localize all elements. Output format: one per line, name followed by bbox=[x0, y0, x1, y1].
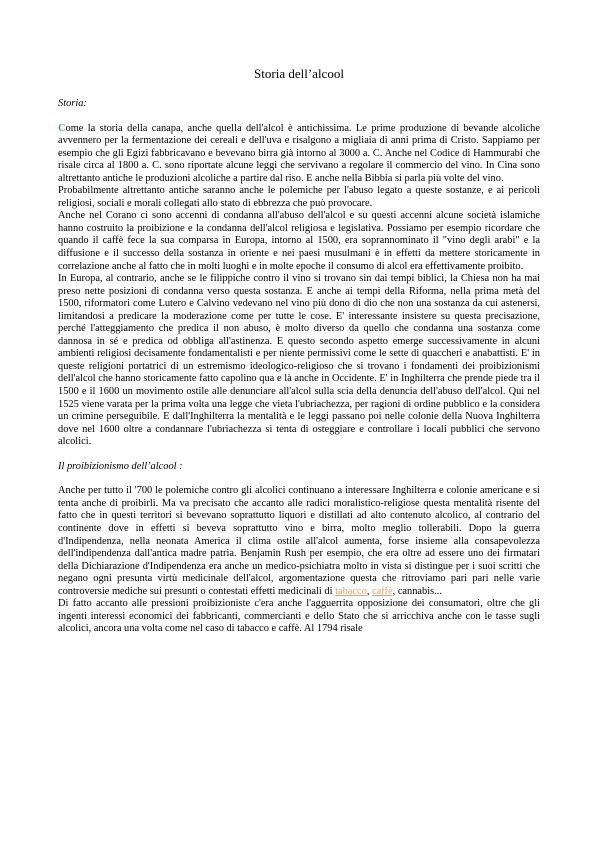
paragraph-settecento-text: Anche per tutto il '700 le polemiche contro gli alcolici continuano a interessare Inghilterra e colonie americane e si tenta anche di proibirli. Ma va precisato che accanto alle radici moralistico-religiose questa mentalità risente del fatto che in questi territori si bevevano soprattutto liquori e distillati ad alto contenuto alcolico, al contrario del continente dove in effetti si beveva soprattutto vino e birra, molto meglio tollerabili. Dopo la guerra d'Indipendenza, nella neonata America il clima ostile all'alcol aumenta, forse insieme alla consapevolezza dell'indipendenza dall'antica madre patria. Benjamin Rush per esempio, che era oltre ad essere uno dei firmatari della Dichiarazione d'Indipendenza era anche un medico-psichiatra molto in vista si distingue per i suoi scritti che negano ogni presunta virtù medicinale dell'alcol, argomentazione questa che ritroviamo pari pari nelle varie controversie mediche sui presunti o contestati effetti medicinali di bbox=[58, 485, 540, 597]
paragraph-settecento-tail: , cannabis... bbox=[392, 585, 442, 597]
section-heading-proibizionismo: Il proibizionismo dell’alcool : bbox=[58, 460, 183, 472]
paragraph-intro-text: ome la storia della canapa, anche quella dell'alcol è antichissima. Le prime produzione di bevande alcoliche avvennero per la fermentazione dei cereali e dell'uva e risalgono a migliaia di anni prima di Cristo. Sappiamo per esempio che gli Egizi fabbricavano e bevevano birra già intorno al 3000 a. C. Anche nel Codice di Hammurabi che risale circa al 1800 a. C. sono riportate alcune leggi che servivano a regolare il commercio del vino. In Cina sono altrettanto antiche le produzioni alcoliche a partire dal riso. E anche nella Bibbia si parla più volte del vino. bbox=[58, 122, 540, 184]
paragraph-europa: In Europa, al contrario, anche se le filippiche contro il vino si trovano sin dai tempi biblici, la Chiesa non ha mai preso nette posizioni di condanna verso questa sostanza. E anche ai tempi della Riforma, nella prima metà del 1500, riformatori come Lutero e Calvino vedevano nel vino più dono di dio che non una sostanza da cui astenersi, limitandosi a predicare la moderazione come per tutte le cose. E' interessante insistere su questa precisazione, perché l'atteggiamento che predica il non abuso, è molto diverso da quello che condanna una sostanza come dannosa in sé e predica od obbliga all'astinenza. E questo secondo aspetto emerge successivamente in alcuni ambienti religiosi decisamente fondamentalisti e per niente permissivi come le sette di quaccheri e anabattisti. E' in queste religioni portatrici di un estremismo ideologico-religioso che si trovano i fondamenti dei proibizionismi dell'alcol che hanno storicamente fatto capolino qua e là anche in Occidente. E' in Inghilterra che prende piede tra il 1500 e il 1600 un movimento ostile alle denunciare all'alcol sulla scia della denuncia dell'abuso dell'alcol. Qui nel 1525 viene varata per la prima volta una legge che vieta l'ubriachezza, per ragioni di ordine pubblico e la considera un crimine perseguibile. E dall'Inghilterra la mentalità e le leggi passano poi nelle colonie della Nuova Inghilterra dove nel 1600 oltre a condannare l'ubriachezza si tenta di osteggiare e controllare i locali pubblici che servono alcolici. bbox=[58, 273, 540, 448]
paragraph-intro bbox=[58, 123, 540, 186]
drop-cap: C bbox=[58, 122, 66, 134]
document-title: Storia dell’alcool bbox=[254, 66, 344, 81]
spacer bbox=[58, 449, 540, 461]
paragraph-polemiche: Probabilmente altrettanto antiche saranno anche le polemiche per l'abuso legato a queste sostanze, e ai pericoli religiosi, sociali e morali collegati allo stato di ebbrezza che può provocare. bbox=[58, 185, 540, 209]
paragraph-corano: Anche nel Corano ci sono accenni di condanna all'abuso dell'alcol e su questi accenni alcune società islamiche hanno costruito la proibizione e la condanna dell'alcol religiosa e legislativa. Possiamo per esempio ricordare che quando il caffè fece la sua comparsa in Europa, intorno al 1500, era soprannominato il "vino degli arabi" e la diffusione e il successo della sostanza in oriente e nei paesi musulmani è in effetti da mettere storicamente in correlazione anche al fatto che in molti luoghi e in molte epoche il consumo di alcol era effettivamente proibito. bbox=[58, 210, 540, 272]
paragraph-opposizione: Di fatto accanto alle pressioni proibizioniste c'era anche l'agguerrita opposizione dei consumatori, oltre che gli ingenti interessi economici dei fabbricanti, commercianti e dello Stato che si arricchiva anche con le tasse sugli alcolici, ancora una volta come nel caso di tabacco e caffè. Al 1794 risale bbox=[58, 598, 540, 635]
link-separator: , bbox=[366, 585, 373, 597]
section-heading-storia: Storia: bbox=[58, 98, 87, 109]
paragraph-settecento bbox=[58, 485, 540, 598]
document-page bbox=[58, 66, 540, 636]
link-caffe[interactable]: caffè bbox=[372, 585, 393, 597]
link-tabacco[interactable]: tabacco bbox=[335, 585, 367, 597]
